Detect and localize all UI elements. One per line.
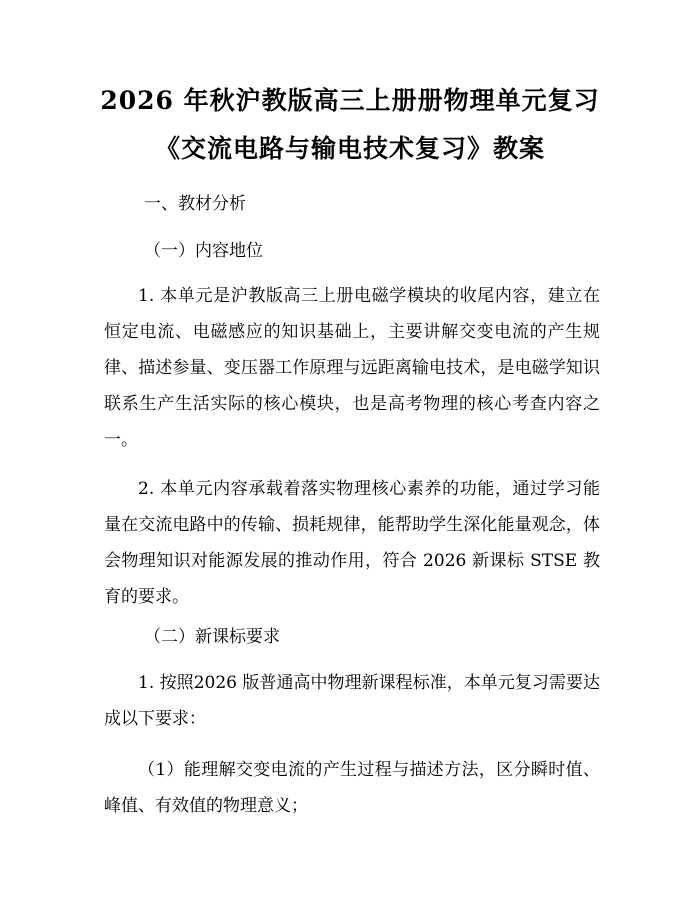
subsection-heading-content-position: （一）内容地位 (144, 241, 263, 261)
paragraph-curriculum-requirements-1: 1. 按照2026 版普通高中物理新课程标准，本单元复习需要达成以下要求： (104, 673, 600, 729)
section-heading-textbook-analysis: 一、教材分析 (144, 194, 246, 214)
paragraph-curriculum-item-1: （1）能理解交变电流的产生过程与描述方法，区分瞬时值、峰值、有效值的物理意义； (104, 760, 600, 816)
paragraph-content-position-2: 2. 本单元内容承载着落实物理核心素养的功能，通过学习能量在交流电路中的传输、损耗规律，能帮助学生深化能量观念，体会物理知识对能源发展的推动作用，符合 2026 新课标 STSE 教育的要求。 (104, 479, 600, 607)
document-title-line-1: 2026 年秋沪教版高三上册册物理单元复习 (100, 86, 600, 115)
paragraph-content-position-1: 1. 本单元是沪教版高三上册电磁学模块的收尾内容，建立在恒定电流、电磁感应的知识基础上，主要讲解交变电流的产生规律、描述参量、变压器工作原理与远距离输电技术，是电磁学知识联系生产生活实际的核心模块，也是高考物理的核心考查内容之一。 (104, 286, 600, 450)
document-title-line-2: 《交流电路与输电技术复习》教案 (154, 134, 545, 163)
subsection-heading-curriculum-requirements: （二）新课标要求 (144, 627, 280, 647)
